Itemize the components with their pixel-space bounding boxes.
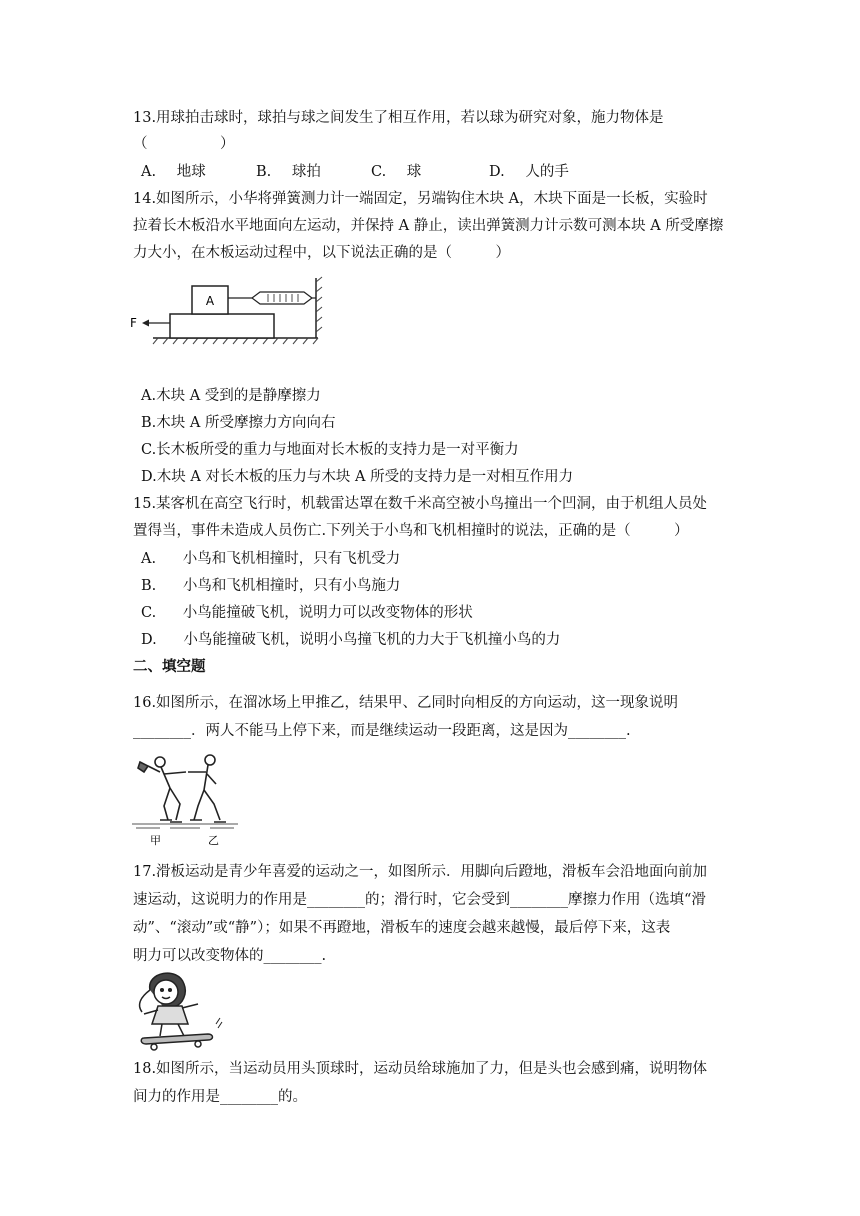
q18-stem-line2: 间力的作用是________的。: [133, 1089, 307, 1105]
q15-stem-line1: 15.某客机在高空飞行时，机载雷达罩在数千米高空被小鸟撞出一个凹洞，由于机组人员处: [133, 496, 708, 512]
ground-hatch: [153, 338, 318, 344]
q15-option-c: [141, 603, 473, 623]
q18-stem-line1: 18.如图所示，当运动员用头顶球时，运动员给球施加了力，但是头也会感到痛，说明物体: [133, 1061, 708, 1077]
q15-option-a-text: 小鸟和飞机相撞时，只有飞机受力: [182, 551, 401, 567]
q14-stem-line1: 14.如图所示，小华将弹簧测力计一端固定，另端钩住木块 A，木块下面是一长板，实验时: [133, 191, 708, 207]
q17-skateboard-girl-figure: [132, 968, 224, 1052]
q17-stem-line4: 明力可以改变物体的________.: [133, 948, 327, 964]
q15-option-c-letter: C.: [141, 605, 157, 621]
q15-option-a: [141, 549, 400, 569]
q17-stem-line3: 动”、“滚动”或“静”）；如果不再蹬地，滑板车的速度会越来越慢，最后停下来，这表: [133, 920, 671, 936]
q13-stem-line2: （ ）: [133, 136, 235, 152]
q16-stem-line1: 16.如图所示，在溜冰场上甲推乙，结果甲、乙同时向相反的方向运动，这一现象说明: [133, 695, 679, 711]
q15-option-b: [141, 576, 400, 596]
wall-hatch: [316, 277, 322, 332]
long-board: [170, 314, 274, 338]
q15-option-d: [141, 630, 560, 650]
q14-spring-scale-figure: [128, 272, 328, 348]
q15-stem-line2: 置得当，事件未造成人员伤亡.下列关于小鸟和飞机相撞时的说法，正确的是（ ）: [133, 523, 689, 539]
q13-option-b: [256, 162, 321, 182]
q13-option-a-letter: A.: [141, 164, 157, 180]
q16-stem-line2: ________．两人不能马上停下来，而是继续运动一段距离，这是因为________.: [133, 723, 631, 739]
label-yi: 乙: [208, 834, 219, 847]
q15-option-a-letter: A.: [141, 551, 157, 567]
q13-option-d: [489, 162, 569, 182]
q15-option-d-text: 小鸟能撞破飞机，说明小鸟撞飞机的力大于飞机撞小鸟的力: [183, 632, 561, 648]
q14-stem-line2: 拉着长木板沿水平地面向左运动，并保持 A 静止，读出弹簧测力计示数可测本块 A 所受摩擦: [133, 218, 724, 234]
skater-yi-icon: [188, 755, 226, 822]
section-title-fill-in: 二、填空题: [133, 659, 206, 675]
block-a-label: A: [205, 294, 215, 308]
q13-option-c-letter: C.: [371, 164, 387, 180]
force-label: F: [130, 316, 137, 330]
q17-stem-line1: 17.滑板运动是青少年喜爱的运动之一，如图所示．用脚向后蹬地，滑板车会沿地面向前加: [133, 864, 708, 880]
q15-option-d-letter: D.: [141, 632, 157, 648]
q13-stem-line1: 13.用球拍击球时，球拍与球之间发生了相互作用，若以球为研究对象，施力物体是: [133, 110, 664, 126]
q15-option-b-letter: B.: [141, 578, 157, 594]
q13-option-a: [141, 162, 206, 182]
q13-option-c: [371, 162, 421, 182]
q13-option-b-letter: B.: [256, 164, 272, 180]
q17-stem-line2: 速运动，这说明力的作用是________的；滑行时，它会受到________摩擦力作用（选填“滑: [133, 892, 706, 908]
label-jia: 甲: [150, 834, 161, 847]
q14-stem-line3: 力大小，在木板运动过程中，以下说法正确的是（ ）: [133, 245, 510, 261]
q13-option-c-text: 球: [406, 164, 422, 180]
ice-lines: [132, 824, 238, 828]
force-arrow-icon: [142, 320, 149, 327]
q14-option-b: B.木块 A 所受摩擦力方向向右: [141, 415, 336, 431]
q14-option-a: A.木块 A 受到的是静摩擦力: [141, 388, 321, 404]
q13-option-d-letter: D.: [489, 164, 505, 180]
q13-option-b-text: 球拍: [291, 164, 321, 180]
spring-scale-icon: [252, 292, 312, 304]
q15-option-b-text: 小鸟和飞机相撞时，只有小鸟施力: [182, 578, 401, 594]
skateboard-girl-icon: [140, 973, 222, 1050]
q13-option-a-text: 地球: [176, 164, 206, 180]
q16-skaters-figure: [130, 748, 240, 848]
q14-option-d: D.木块 A 对长木板的压力与木块 A 所受的支持力是一对相互作用力: [141, 469, 574, 485]
q13-option-d-text: 人的手: [525, 164, 569, 180]
q15-option-c-text: 小鸟能撞破飞机，说明力可以改变物体的形状: [182, 605, 473, 621]
skater-jia-icon: [138, 757, 186, 822]
q14-option-c: C.长木板所受的重力与地面对长木板的支持力是一对平衡力: [141, 442, 519, 458]
